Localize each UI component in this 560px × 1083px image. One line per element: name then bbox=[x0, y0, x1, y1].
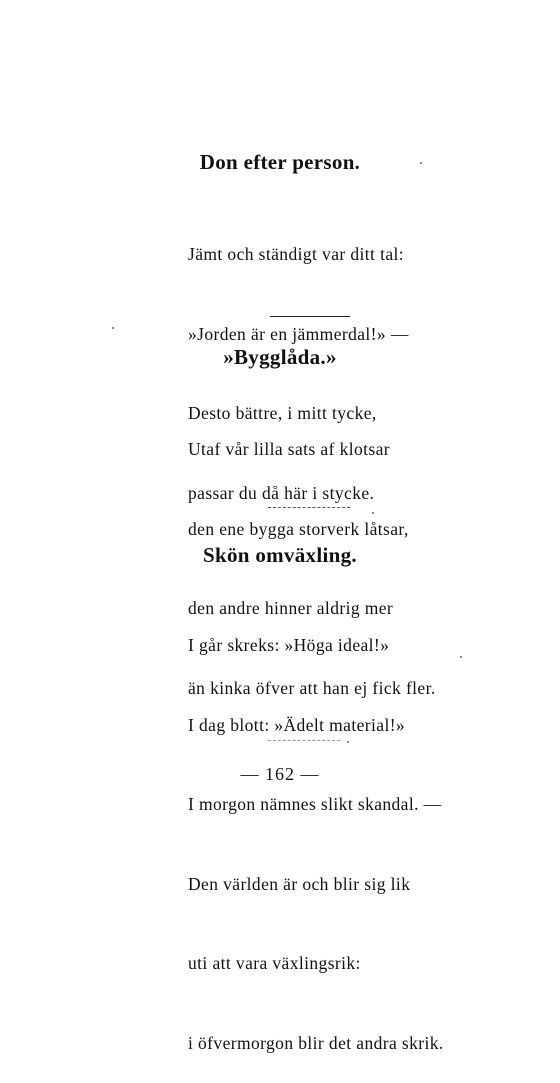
section-divider bbox=[268, 507, 350, 508]
print-speck bbox=[420, 162, 422, 164]
poem-2-line: än kinka öfver att han ej fick fler. bbox=[188, 677, 436, 698]
poem-3-line: Den världen är och blir sig lik bbox=[188, 873, 411, 894]
poem-title-1: Don efter person. bbox=[199, 150, 361, 174]
poem-1-line: »Jorden är en jämmerdal!» — bbox=[188, 323, 409, 344]
poem-3-line: i öfvermorgon blir det andra skrik. bbox=[188, 1032, 444, 1053]
poem-1-line: passar du då här i stycke. bbox=[188, 482, 375, 503]
print-speck bbox=[372, 512, 374, 514]
poem-3-line: I morgon nämnes slikt skandal. — bbox=[188, 794, 442, 814]
poem-1-line: Desto bättre, i mitt tycke, bbox=[188, 403, 377, 423]
poem-3-line: I går skreks: »Höga ideal!» bbox=[188, 635, 390, 655]
poem-3-line: I dag blott: »Ädelt material!» bbox=[188, 714, 406, 735]
print-speck bbox=[112, 327, 114, 329]
poem-body-3 bbox=[188, 579, 444, 1083]
poem-2-line: den andre hinner aldrig mer bbox=[188, 598, 394, 618]
poem-title-3: Skön omväxling. bbox=[203, 543, 357, 567]
page-number: — 162 — bbox=[240, 764, 320, 784]
poem-title-2: »Bygglåda.» bbox=[223, 345, 337, 369]
poem-1-line: Jämt och ständigt var ditt tal: bbox=[188, 244, 405, 264]
poem-2-line: den ene bygga storverk låtsar, bbox=[188, 518, 409, 539]
section-divider bbox=[270, 316, 350, 317]
print-speck bbox=[347, 741, 349, 743]
section-divider bbox=[268, 740, 340, 741]
print-speck bbox=[460, 656, 462, 658]
poem-2-line: Utaf vår lilla sats af klotsar bbox=[188, 439, 391, 459]
poem-3-line: uti att vara växlingsrik: bbox=[188, 953, 361, 973]
